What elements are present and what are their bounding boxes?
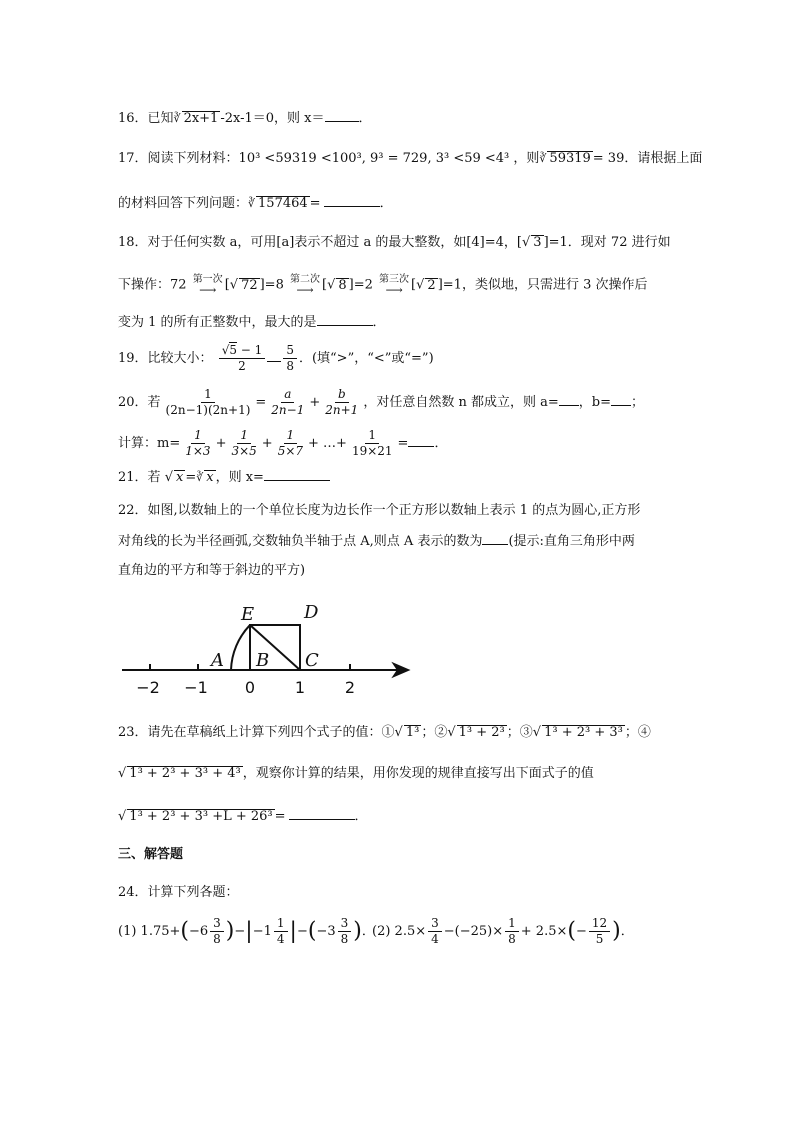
q18-text: 下操作：72 <box>118 277 187 293</box>
ellipsis: + …+ <box>308 436 347 451</box>
sqrt-icon: √ <box>221 343 230 357</box>
section-heading: 三、解答题 <box>118 847 184 862</box>
mixed-whole: −6 <box>188 924 209 939</box>
denominator: 5 <box>595 932 604 946</box>
radicand: 1³ + 2³ + 3³ + 4³ <box>129 766 241 781</box>
question-23-cont <box>118 765 594 783</box>
radicand: 1³ + 2³ <box>458 725 505 740</box>
tick-label: 1 <box>294 678 306 697</box>
sqrt-icon: √ <box>394 725 403 740</box>
q18-text: ]=1．现对 72 进行如 <box>543 235 671 250</box>
q17-material: 10³ <59319 <100³, 9³ = 729, 3³ <59 <4³ ，则 <box>238 151 540 166</box>
expr: + 2.5× <box>520 924 568 939</box>
q16-end: ． <box>358 111 372 126</box>
q18-text: 变为 1 的所有正整数中，最大的是 <box>118 315 317 330</box>
fraction <box>505 916 519 947</box>
radicand: 157464 <box>258 196 308 211</box>
fraction <box>274 916 288 947</box>
radicand: 1³ + 2³ + 3³ <box>544 725 623 740</box>
q20-text: ，对任意自然数 n 都成立，则 a= <box>363 395 559 410</box>
label-a: A <box>211 650 224 671</box>
label-d: D <box>304 602 319 623</box>
label-b: B <box>256 650 270 671</box>
question-22: 22．如图,以数轴上的一个单位长度为边长作一个正方形以数轴上表示 1 的点为圆心,正方形 <box>118 503 641 518</box>
fraction <box>210 916 224 947</box>
denominator: 8 <box>286 359 294 373</box>
q20-calc-label: 计算：m= <box>118 436 181 451</box>
q23-end: ． <box>354 809 368 824</box>
fraction <box>338 916 352 947</box>
question-22-hint: 直角边的平方和等于斜边的平方) <box>118 563 306 578</box>
answer-blank <box>289 807 355 820</box>
q19-label: 19．比较大小： <box>118 351 213 366</box>
question-23 <box>118 724 651 742</box>
radicand: 5 <box>229 343 237 357</box>
sqrt-icon: √ <box>447 725 456 740</box>
numerator: 1 <box>505 916 519 932</box>
q23-text: ；② <box>421 725 448 740</box>
arc <box>231 625 250 670</box>
numerator: 1 <box>201 387 215 403</box>
q23-text: ；③ <box>506 725 533 740</box>
denominator: 2n+1 <box>325 403 359 417</box>
q21-label: 21．若 <box>118 470 161 485</box>
q22-text: (提示:直角三角形中两 <box>508 534 635 549</box>
sqrt-icon: √ <box>327 277 336 293</box>
minus: − <box>575 924 587 939</box>
question-23-expr <box>118 807 368 826</box>
q20-end: ； <box>630 395 644 410</box>
q22-text: 对角线的长为半径画弧,交数轴负半轴于点 A,则点 A 表示的数为 <box>118 534 483 549</box>
radicand: 2 <box>427 277 436 293</box>
step-label: 第三次 <box>379 274 410 285</box>
fraction <box>428 916 442 947</box>
arrow-icon: ⟶ <box>199 283 217 297</box>
q18-end: ． <box>372 315 386 330</box>
numerator: a <box>281 387 294 403</box>
label-e: E <box>241 604 255 625</box>
q23-text: ；④ <box>624 725 651 740</box>
radicand: 2x+1 <box>183 111 219 126</box>
denominator: 4 <box>431 932 439 946</box>
bracket: [ <box>322 277 328 293</box>
q21-text: ，则 x= <box>215 470 264 485</box>
equals: = <box>397 436 409 451</box>
step-label: 第二次 <box>290 274 320 285</box>
part-label: (1) 1.75+ <box>118 924 181 939</box>
numerator: 1 <box>237 428 251 444</box>
numerator: 12 <box>589 916 610 932</box>
result: ]=2 <box>348 277 373 293</box>
equals: = <box>274 809 286 824</box>
sqrt-icon: √ <box>164 470 173 485</box>
numerator: 1 <box>284 428 298 444</box>
numerator: b <box>335 387 349 403</box>
numerator: 3 <box>428 916 442 932</box>
expr: −(−25)× <box>443 924 504 939</box>
radicand: 1³ <box>405 725 420 740</box>
tick-label: 2 <box>344 678 356 697</box>
q17-label: 17．阅读下列材料： <box>118 151 239 166</box>
question-24: 24．计算下列各题： <box>118 885 239 900</box>
q20-label: 20．若 <box>118 395 161 410</box>
q23-text: ，观察你计算的结果，用你发现的规律直接写出下面式子的值 <box>242 766 594 781</box>
question-20-calc: 计算：m= $\frac{1}{1\times 3}$ + $\frac{1}{3\times 5}$ + $\frac{1}{5\times 7}$ + …+ $\frac{1}{19\times 21}$ = ． <box>118 428 448 458</box>
arrow-icon: ⟶ <box>385 283 403 297</box>
cube-root-icon: ∛ <box>196 471 204 484</box>
step-label: 第一次 <box>192 274 223 285</box>
fraction <box>589 916 610 947</box>
radicand: 1³ + 2³ + 3³ +L + 26³ <box>129 809 273 824</box>
denominator: (2n−1)(2n+1) <box>165 403 251 417</box>
denominator: 2n−1 <box>271 403 305 417</box>
denominator: 2 <box>238 359 246 373</box>
radicand: x <box>206 470 214 485</box>
radicand: 59319 <box>549 151 591 166</box>
q17-text: = 39．请根据上面 <box>592 151 703 166</box>
arrow-icon: ⟶ <box>296 283 314 297</box>
sqrt-icon: √ <box>118 809 127 824</box>
numerator: 5 <box>283 343 297 359</box>
tick-label: −2 <box>136 678 160 697</box>
equals: = <box>185 470 197 485</box>
cube-root-icon: ∛ <box>173 112 181 125</box>
numerator: 3 <box>338 916 352 932</box>
cube-root-icon: ∛ <box>248 197 256 210</box>
plus: + <box>309 395 321 410</box>
sqrt-icon: √ <box>532 725 542 740</box>
sqrt-icon: √ <box>118 766 127 781</box>
numerator: 1 <box>365 428 379 444</box>
end: ． <box>361 924 375 939</box>
cube-root-icon: ∛ <box>539 152 547 165</box>
minus: − <box>234 924 246 939</box>
denominator: 8 <box>508 932 516 946</box>
q17-text: 的材料回答下列问题： <box>118 196 249 211</box>
numerator: − 1 <box>236 343 263 357</box>
mixed-whole: −1 <box>252 924 272 939</box>
sqrt-icon: √ <box>416 277 425 293</box>
denominator: 4 <box>276 932 285 946</box>
q23-text: 23．请先在草稿纸上计算下列四个式子的值：① <box>118 725 395 740</box>
numerator: 1 <box>274 916 288 932</box>
mixed-whole: −3 <box>316 924 336 939</box>
radicand: 3 <box>533 235 542 250</box>
result: ]=8 <box>259 277 284 293</box>
radicand: x <box>175 470 184 485</box>
tick-label: 0 <box>244 678 256 697</box>
q16-text: -2x-1＝0，则 x＝ <box>220 111 325 126</box>
question-24-part2: (2) 2.5× $\frac{3}{4}$ −(−25)× $\frac{1}{8}$ + 2.5×(− $\frac{12}{5}$ )． <box>372 916 634 946</box>
denominator: 1×3 <box>185 444 211 458</box>
sqrt-icon: √ <box>229 277 239 293</box>
equals: = <box>255 395 267 410</box>
denominator: 8 <box>213 932 221 946</box>
q20-end: ． <box>434 436 448 451</box>
q16-label: 16．已知 <box>118 111 174 126</box>
radicand: 72 <box>241 277 258 293</box>
q17-eq: = <box>309 196 321 211</box>
denominator: 8 <box>340 932 349 946</box>
numerator: 1 <box>191 428 205 444</box>
q17-end: ． <box>379 196 393 211</box>
end: ． <box>620 924 634 939</box>
numerator: 3 <box>210 916 224 932</box>
question-24-part1: (1) 1.75+(−6 $\frac{3}{8}$ )−|−1 $\frac{1}{4}$ |−(−3 $\frac{3}{8}$ )． <box>118 916 375 946</box>
q20-text: ，b= <box>578 395 611 410</box>
denominator: 5×7 <box>277 444 304 458</box>
denominator: 19×21 <box>351 444 393 458</box>
q19-text: ．(填“>”，“<”或“=”) <box>298 351 434 366</box>
sqrt-icon: √ <box>521 235 531 250</box>
bracket: [ <box>411 277 417 293</box>
bracket: [ <box>224 277 230 293</box>
tick-label: −1 <box>184 678 208 697</box>
minus: − <box>296 924 308 939</box>
denominator: 3×5 <box>231 444 257 458</box>
label-c: C <box>305 650 319 671</box>
part-label: (2) 2.5× <box>372 924 427 939</box>
result: ]=1，类似地，只需进行 3 次操作后 <box>437 277 648 293</box>
radicand: 8 <box>338 277 347 293</box>
q18-text: 18．对于任何实数 a，可用[a]表示不超过 a 的最大整数，如[4]=4，[ <box>118 235 522 250</box>
